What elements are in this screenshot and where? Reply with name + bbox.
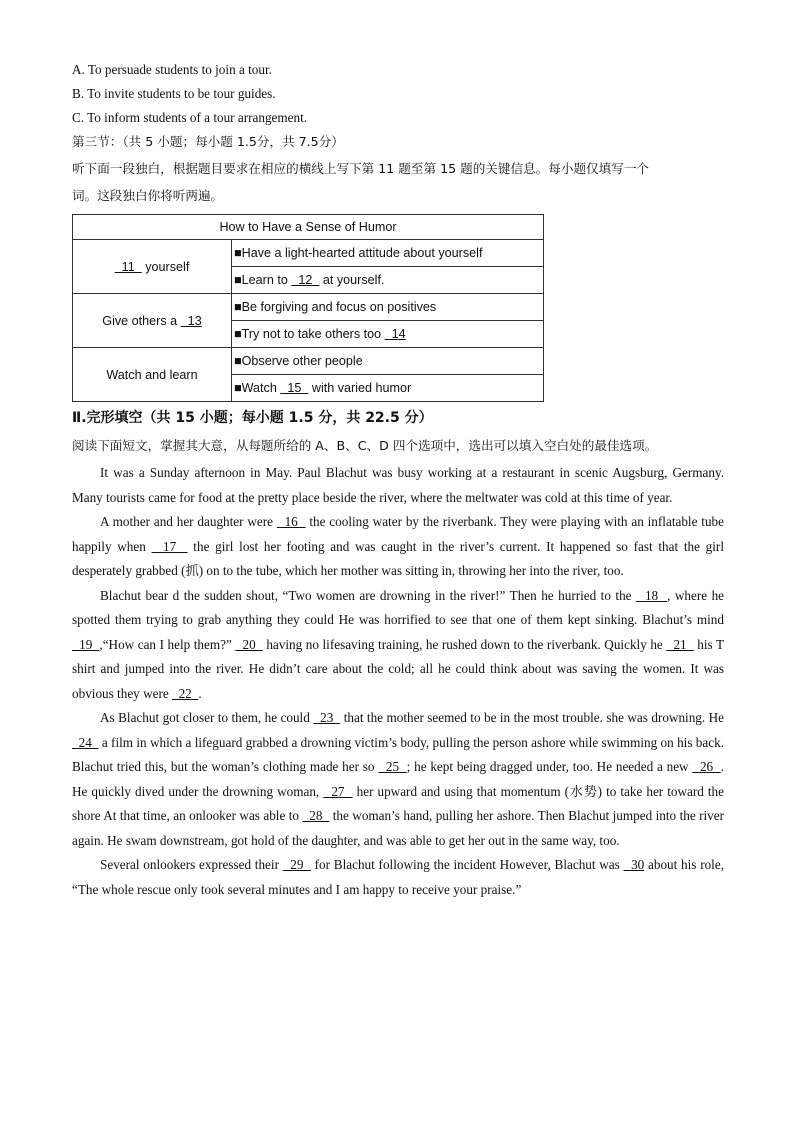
answer-blank-12[interactable]: 12 bbox=[291, 273, 320, 287]
answer-blank-29[interactable]: 29 bbox=[282, 857, 311, 872]
answer-blank-19[interactable]: 19 bbox=[72, 636, 100, 652]
answer-blank-23[interactable]: 23 bbox=[313, 710, 341, 725]
passage-paragraph-3: Blachut bear d the sudden shout, “Two women are drowning in the river!” Then he hurried to the 18 , where he spotted them trying to grab anything they could He was horrified to see that one of them kept sinking. Blachut’s mind 19 ,“How can I help them?” 20 having no lifesaving training, he rushed down to the riverbank. Quickly he 21 his T shirt and jumped into the river. He didn’t care about the cold; all he could think about was saving the women. It was obvious they were 22 . bbox=[72, 587, 725, 701]
table-row-heading: Give others a 13 bbox=[73, 294, 232, 348]
answer-blank-13[interactable]: 13 bbox=[180, 313, 202, 328]
table-cell: ■Have a light-hearted attitude about yourself bbox=[232, 240, 544, 267]
option-c: C. To inform students of a tour arrangement. bbox=[72, 110, 308, 125]
passage-paragraph-4: As Blachut got closer to them, he could 23 that the mother seemed to be in the most trouble. she was drowning. He 24 a film in which a lifeguard grabbed a drowning victim’s body, pulling the person ashore while swimming on his back. Blachut tried this, but the woman’s clothing made her so 25 ; he kept being dragged under, too. He needed a new 26 . He quickly dived under the drowning woman, 27 her upward and using that momentum (水势) to take her toward the shore At that time, an onlooker was able to 28 the woman’s hand, pulling her ashore. Then Blachut jumped into the river again. He swam downstream, got hold of the daughter, and was able to get her out in the same way, too. bbox=[72, 710, 725, 848]
answer-blank-24[interactable]: 24 bbox=[72, 734, 99, 750]
answer-blank-14[interactable]: 14 bbox=[384, 327, 406, 341]
cloze-instruction: 阅读下面短文，掌握其大意，从每题所给的 A、B、C、D 四个选项中，选出可以填入空白处的最佳选项。 bbox=[72, 438, 658, 453]
answer-blank-21[interactable]: 21 bbox=[666, 636, 694, 652]
option-a: A. To persuade students to join a tour. bbox=[72, 62, 272, 77]
answer-blank-26[interactable]: 26 bbox=[692, 759, 721, 774]
passage-paragraph-2: A mother and her daughter were 16 the cooling water by the riverbank. They were playing with an inflatable tube happily when 17 the girl lost her footing and was caught in the river’s current. It happened so fast that the girl desperately grabbed (抓) on to the tube, which her mother was sitting in, throwing her into the river, too. bbox=[72, 514, 724, 578]
humor-table bbox=[72, 214, 544, 402]
answer-blank-15[interactable]: 15 bbox=[280, 381, 309, 395]
answer-blank-22[interactable]: 22 bbox=[171, 685, 199, 701]
passage-paragraph-1: It was a Sunday afternoon in May. Paul Blachut was busy working at a restaurant in scenic Augsburg, Germany. Many tourists came for food at the pretty place beside the river, where the meltwater was cold at this time of year. bbox=[72, 465, 724, 505]
table-title: How to Have a Sense of Humor bbox=[73, 215, 544, 240]
table-row-heading: Watch and learn bbox=[73, 348, 232, 402]
section3-header: 第三节：（共 5 小题；每小题 1.5分，共 7.5分） bbox=[72, 134, 344, 149]
answer-blank-20[interactable]: 20 bbox=[235, 636, 263, 652]
answer-blank-25[interactable]: 25 bbox=[378, 759, 407, 774]
option-b: B. To invite students to be tour guides. bbox=[72, 86, 276, 101]
answer-blank-17[interactable]: 17 bbox=[151, 538, 188, 554]
answer-blank-27[interactable]: 27 bbox=[323, 783, 353, 799]
table-cell: ■Try not to take others too 14 bbox=[232, 321, 544, 348]
cloze-section-header: Ⅱ.完形填空（共 15 小题；每小题 1.5 分，共 22.5 分） bbox=[72, 410, 433, 426]
table-cell: ■Be forgiving and focus on positives bbox=[232, 294, 544, 321]
table-cell: ■Observe other people bbox=[232, 348, 544, 375]
answer-blank-16[interactable]: 16 bbox=[276, 514, 306, 529]
cloze-passage bbox=[72, 461, 724, 902]
answer-blank-30[interactable]: 30 bbox=[623, 857, 645, 872]
answer-blank-18[interactable]: 18 bbox=[636, 587, 668, 603]
table-row-heading: 11 yourself bbox=[73, 240, 232, 294]
answer-blank-11[interactable]: 11 bbox=[114, 259, 142, 274]
passage-paragraph-5: Several onlookers expressed their 29 for Blachut following the incident However, Blachut was 30 about his role, “The whole rescue only took several minutes and I am happy to receive your praise.” bbox=[72, 857, 724, 897]
section3-instruction-line1: 听下面一段独白，根据题目要求在相应的横线上写下第 11 题至第 15 题的关键信息。每小题仅填写一个 bbox=[72, 161, 650, 176]
table-cell: ■Learn to 12 at yourself. bbox=[232, 267, 544, 294]
answer-blank-28[interactable]: 28 bbox=[302, 808, 330, 823]
table-cell: ■Watch 15 with varied humor bbox=[232, 375, 544, 402]
section3-instruction-line2: 词。这段独白你将听两遍。 bbox=[72, 188, 224, 203]
